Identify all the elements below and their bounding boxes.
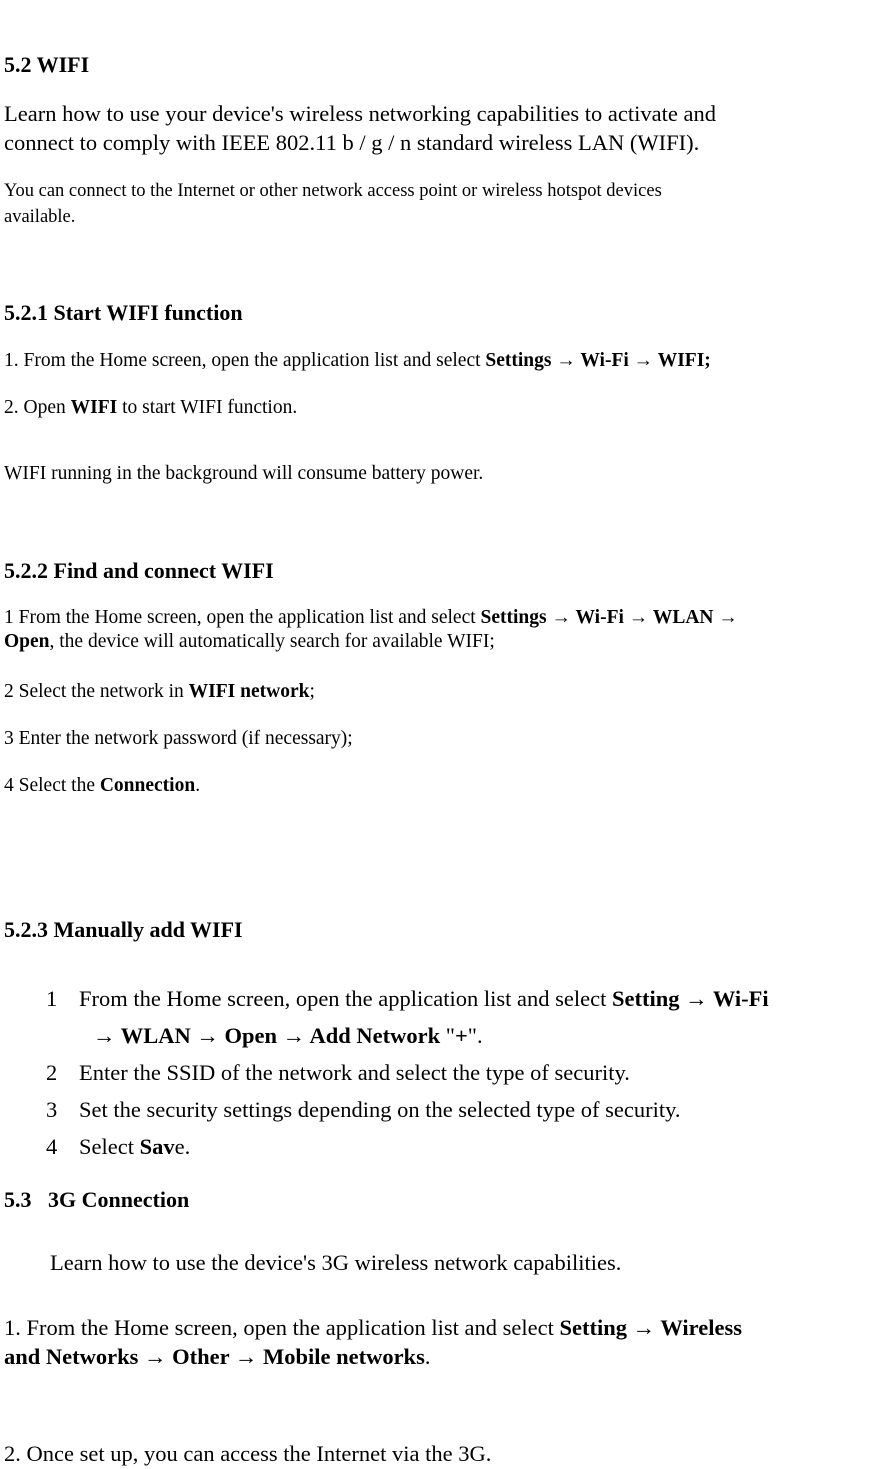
keyword-connection: Connection — [99, 775, 196, 796]
step-find-wifi-2 — [4, 680, 870, 704]
step-3g-1 — [4, 1313, 870, 1371]
step-find-wifi-3: 3 Enter the network password (if necessary); — [4, 728, 353, 749]
plus-symbol: + — [454, 1023, 468, 1048]
arrow: → — [623, 607, 653, 628]
menu-path-settings: Settings — [485, 350, 552, 371]
menu-path-open: Open — [4, 631, 50, 652]
menu-path-wlan: WLAN — [652, 607, 714, 628]
step-text: . — [424, 1344, 431, 1369]
step-find-wifi-1 — [4, 606, 870, 654]
list-item — [0, 980, 872, 1054]
menu-path-wifi-toggle: WIFI; — [657, 350, 711, 371]
step-start-wifi-2 — [4, 396, 870, 420]
arrow: → — [626, 1315, 661, 1340]
arrow: → — [229, 1344, 263, 1369]
text-line — [4, 606, 870, 630]
arrow: → — [679, 986, 713, 1011]
section-heading-5-2-3: 5.2.3 Manually add WIFI — [4, 917, 243, 942]
arrow: → — [277, 1023, 310, 1048]
arrow: → — [138, 1344, 173, 1369]
step-text: , the device will automatically search for available WIFI; — [49, 631, 495, 652]
step-text: e. — [174, 1134, 191, 1159]
arrow: → — [93, 1023, 121, 1048]
list-number: 2 — [46, 1060, 58, 1085]
text-line: You can connect to the Internet or other network access point or wireless hotspot devices — [4, 181, 662, 201]
list-item — [0, 1128, 872, 1165]
step-start-wifi-1 — [4, 349, 870, 373]
text-line: available. — [4, 207, 76, 227]
list-text — [79, 1128, 870, 1165]
list-text — [79, 980, 870, 1017]
menu-path-mobile-networks: Mobile networks — [262, 1344, 425, 1369]
step-text: ; — [309, 681, 315, 702]
step-text: From the Home screen, open the application list and select — [79, 986, 612, 1011]
quote: ". — [467, 1023, 483, 1048]
list-text: Set the security settings depending on the selected type of security. — [79, 1097, 681, 1122]
list-item — [0, 1091, 872, 1128]
menu-path-wifi: Wi-Fi — [580, 350, 629, 371]
quote: " — [440, 1023, 455, 1048]
paragraph-wifi-note — [4, 178, 870, 230]
step-text: 2 Select the network in — [4, 681, 189, 702]
step-text: 2. Open — [4, 397, 71, 418]
section-heading-5-2-2: 5.2.2 Find and connect WIFI — [4, 558, 274, 583]
menu-path-wireless: Wireless — [660, 1315, 742, 1340]
paragraph-wifi-intro — [4, 99, 870, 157]
paragraph-3g-intro: Learn how to use the device's 3G wireless network capabilities. — [50, 1250, 622, 1275]
step-text: . — [195, 775, 201, 796]
keyword-wifi: WIFI — [70, 397, 118, 418]
step-text: Select — [79, 1134, 140, 1159]
menu-path-other: Other — [172, 1344, 230, 1369]
list-number: 4 — [46, 1134, 58, 1159]
text-line — [4, 1342, 870, 1371]
menu-path-wifi: Wi-Fi — [712, 986, 769, 1011]
list-text-continued — [93, 1017, 870, 1054]
menu-path-and-networks: and Networks — [4, 1344, 139, 1369]
menu-path-setting: Setting — [611, 986, 680, 1011]
menu-path-setting: Setting — [559, 1315, 627, 1340]
text-line: Learn how to use your device's wireless networking capabilities to activate and — [4, 101, 716, 126]
step-3g-2: 2. Once set up, you can access the Internet via the 3G. — [4, 1441, 492, 1466]
battery-note: WIFI running in the background will consume battery power. — [4, 463, 484, 484]
arrow: → — [190, 1023, 225, 1048]
list-number: 3 — [46, 1097, 58, 1122]
list-number: 1 — [46, 986, 58, 1011]
text-line — [4, 1313, 870, 1342]
menu-path-open: Open — [224, 1023, 277, 1048]
section-heading-5-2-1: 5.2.1 Start WIFI function — [4, 300, 243, 325]
text-line — [4, 630, 870, 654]
section-heading-5-2: 5.2 WIFI — [4, 52, 90, 77]
step-text: to start WIFI function. — [117, 397, 298, 418]
step-find-wifi-4 — [4, 774, 870, 798]
step-text: 1. From the Home screen, open the application list and select — [4, 1315, 560, 1340]
list-text: Enter the SSID of the network and select the type of security. — [79, 1060, 630, 1085]
section-heading-5-3: 5.3 3G Connection — [4, 1187, 190, 1212]
menu-path-settings: Settings — [480, 607, 547, 628]
menu-path-add-network: Add Network — [309, 1023, 441, 1048]
text-line: connect to comply with IEEE 802.11 b / g / n standard wireless LAN (WIFI). — [4, 130, 700, 155]
arrow: → — [713, 607, 738, 628]
arrow: → — [551, 350, 581, 371]
step-text: 1 From the Home screen, open the application list and select — [4, 607, 481, 628]
arrow: → — [546, 607, 576, 628]
keyword-save: Sav — [139, 1134, 175, 1159]
step-text: 4 Select the — [4, 775, 100, 796]
menu-path-wlan: WLAN — [120, 1023, 191, 1048]
arrow: → — [628, 350, 658, 371]
list-item — [0, 1054, 872, 1091]
step-text: 1. From the Home screen, open the application list and select — [4, 350, 486, 371]
keyword-wifi-network: WIFI network — [188, 681, 310, 702]
menu-path-wifi: Wi-Fi — [575, 607, 624, 628]
